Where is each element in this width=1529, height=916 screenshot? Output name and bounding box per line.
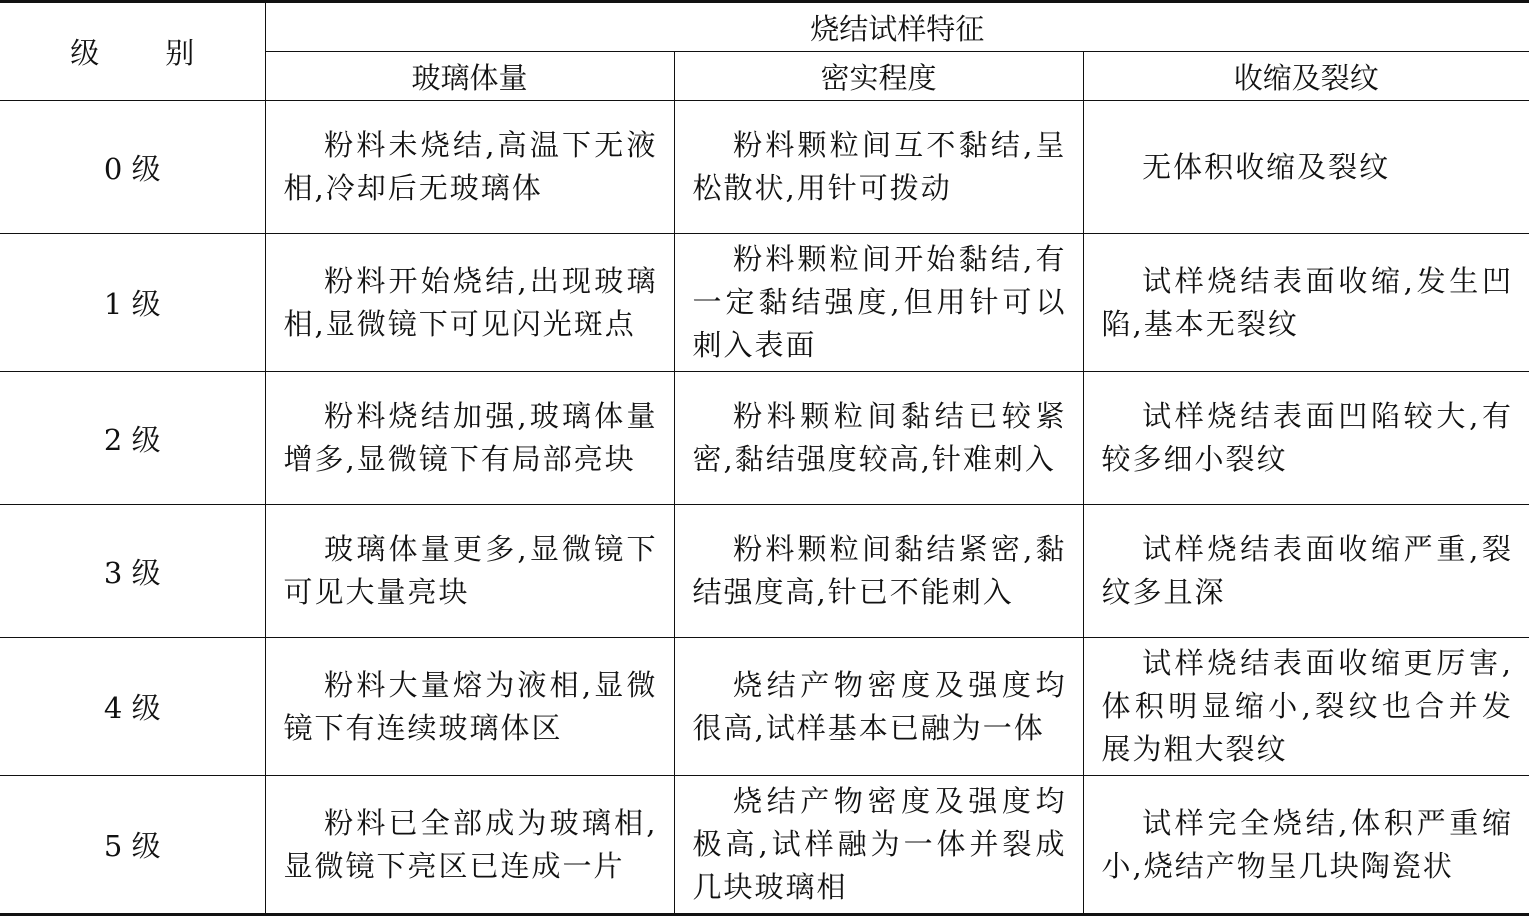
table-row: [0, 372, 1529, 505]
table-row: [0, 638, 1529, 776]
grade-cell: 3 级: [0, 505, 265, 638]
density-cell: 粉料颗粒间开始黏结,有一定黏结强度,但用针可以刺入表面: [674, 234, 1083, 372]
density-cell: 粉料颗粒间互不黏结,呈松散状,用针可拨动: [674, 101, 1083, 234]
table-row: [0, 234, 1529, 372]
shrink-cell: 试样完全烧结,体积严重缩小,烧结产物呈几块陶瓷状: [1083, 776, 1529, 915]
grade-cell: 2 级: [0, 372, 265, 505]
shrink-cell: 无体积收缩及裂纹: [1083, 101, 1529, 234]
grade-cell: 0 级: [0, 101, 265, 234]
table-header: [0, 2, 1529, 101]
table-row: [0, 101, 1529, 234]
table-row: [0, 505, 1529, 638]
shrink-cell: 试样烧结表面凹陷较大,有较多细小裂纹: [1083, 372, 1529, 505]
table-body: [0, 101, 1529, 915]
glass-cell: 玻璃体量更多,显微镜下可见大量亮块: [265, 505, 674, 638]
shrink-cell: 试样烧结表面收缩,发生凹陷,基本无裂纹: [1083, 234, 1529, 372]
glass-column-header: 玻璃体量: [265, 52, 674, 101]
density-cell: 粉料颗粒间黏结紧密,黏结强度高,针已不能刺入: [674, 505, 1083, 638]
grade-cell: 4 级: [0, 638, 265, 776]
density-cell: 烧结产物密度及强度均很高,试样基本已融为一体: [674, 638, 1083, 776]
glass-cell: 粉料开始烧结,出现玻璃相,显微镜下可见闪光斑点: [265, 234, 674, 372]
grade-cell: 1 级: [0, 234, 265, 372]
glass-cell: 粉料未烧结,高温下无液相,冷却后无玻璃体: [265, 101, 674, 234]
grade-column-header: [0, 2, 265, 101]
table-row: [0, 776, 1529, 915]
feature-group-header: 烧结试样特征: [265, 2, 1529, 52]
shrink-column-header: 收缩及裂纹: [1083, 52, 1529, 101]
glass-cell: 粉料大量熔为液相,显微镜下有连续玻璃体区: [265, 638, 674, 776]
shrink-cell: 试样烧结表面收缩更厉害,体积明显缩小,裂纹也合并发展为粗大裂纹: [1083, 638, 1529, 776]
density-cell: 烧结产物密度及强度均极高,试样融为一体并裂成几块玻璃相: [674, 776, 1083, 915]
shrink-cell: 试样烧结表面收缩严重,裂纹多且深: [1083, 505, 1529, 638]
grade-cell: 5 级: [0, 776, 265, 915]
grade-header-first-char: 级: [70, 36, 100, 70]
glass-cell: 粉料烧结加强,玻璃体量增多,显微镜下有局部亮块: [265, 372, 674, 505]
density-column-header: 密实程度: [674, 52, 1083, 101]
grade-header-second-char: 别: [165, 36, 195, 70]
glass-cell: 粉料已全部成为玻璃相,显微镜下亮区已连成一片: [265, 776, 674, 915]
density-cell: 粉料颗粒间黏结已较紧密,黏结强度较高,针难刺入: [674, 372, 1083, 505]
